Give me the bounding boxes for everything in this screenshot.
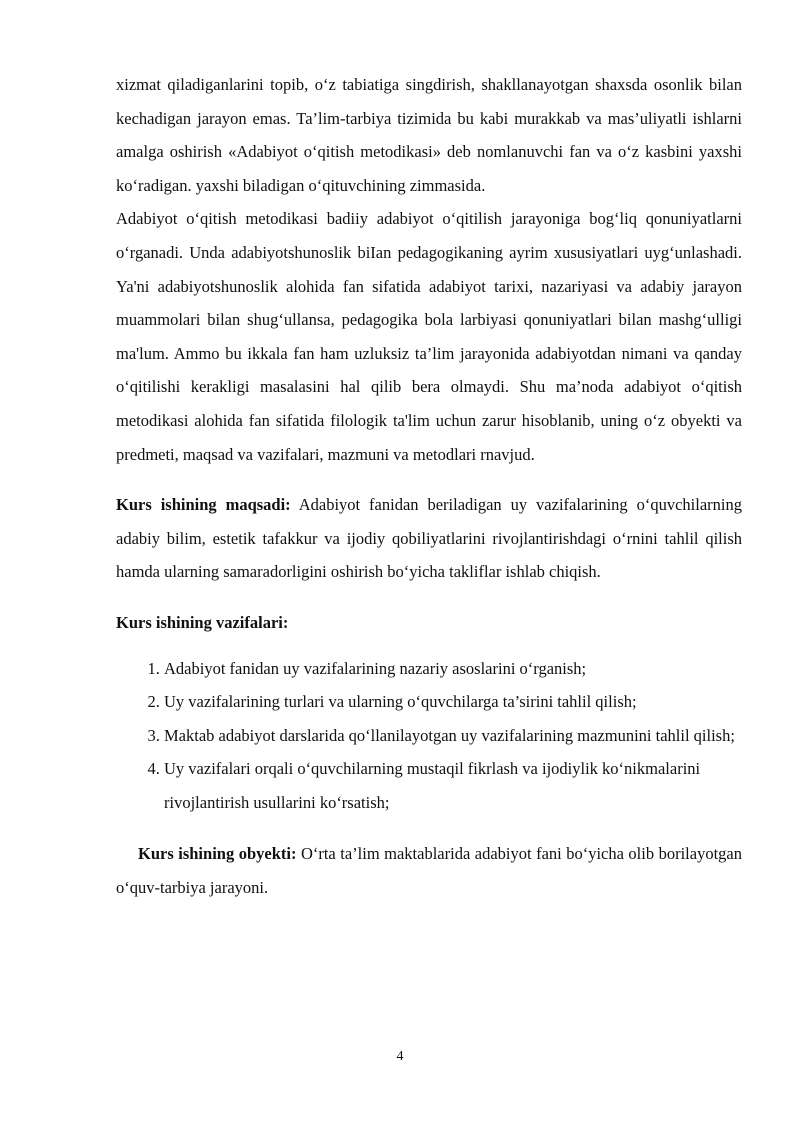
course-goal-label: Kurs ishining maqsadi: bbox=[116, 495, 291, 515]
page-number: 4 bbox=[396, 1049, 404, 1064]
course-goal-text: Adabiyot fanidan beriladigan uy vazifalarining o‘quvchilarning adabiy bilim, estetik tafakkur va ijodiy qobiliyatlarini rivojlantirishdagi o‘rnini tahlil qilish hamda ularning samaradorligini oshirish bo‘yicha takliflar ishlab chiqish. bbox=[116, 495, 743, 582]
list-item: 1. Adabiyot fanidan uy vazifalarining nazariy asoslarini o‘rganish; bbox=[164, 652, 742, 686]
course-object-label: Kurs ishining obyekti: bbox=[138, 844, 297, 864]
course-object-text: O‘rta ta’lim maktablarida adabiyot fani bo‘yicha olib borilayotgan o‘quv-tarbiya jarayoni. bbox=[116, 844, 742, 898]
list-item: 4. Uy vazifalari orqali o‘quvchilarning mustaqil fikrlash va ijodiylik ko‘nikmalarini rivojlantirish usullarini ko‘rsatish; bbox=[164, 752, 742, 819]
document-page bbox=[116, 68, 742, 905]
course-tasks-list bbox=[116, 652, 742, 820]
course-object bbox=[116, 837, 742, 904]
paragraph-methodology: Adabiyot o‘qitish metodikasi badiiy adabiyot o‘qitilish jarayoniga bog‘liq qonuniyatlarni o‘rganadi. Unda adabiyotshunoslik biIan pedagogikaning ayrim xususiyatlari uyg‘unlashadi. Ya'ni adabiyotshunoslik alohida fan sifatida adabiyot tarixi, nazariyasi va adabiy jarayon muammolari bilan shug‘ullansa, pedagogika bola larbiyasi qonuniyatlari bilan mashg‘ulligi ma'lum. Ammo bu ikkala fan ham uzluksiz ta’lim jarayonida adabiyotdan nimani va qanday o‘qitilishi kerakligi masalasini hal qilib bera olmaydi. Shu ma’noda adabiyot o‘qitish metodikasi alohida fan sifatida filologik ta'lim uchun zarur hisoblanib, uning o‘z obyekti va predmeti, maqsad va vazifalari, mazmuni va metodlari rnavjud. bbox=[116, 209, 742, 464]
list-item: 3. Maktab adabiyot darslarida qo‘llanilayotgan uy vazifalarining mazmunini tahlil qilish; bbox=[164, 719, 742, 753]
course-goal bbox=[116, 488, 742, 589]
paragraph-intro: xizmat qiladiganlarini topib, o‘z tabiatiga singdirish, shakllanayotgan shaxsda osonlik bilan kechadigan jarayon emas. Ta’lim-tarbiya tizimida bu kabi murakkab va mas’uliyatli ishlarni amalga oshirish «Adabiyot o‘qitish metodikasi» deb nomlanuvchi fan va o‘z kasbini yaxshi ko‘radigan. yaxshi biladigan o‘qituvchining zimmasida. bbox=[116, 75, 742, 195]
course-tasks-heading: Kurs ishining vazifalari: bbox=[116, 612, 289, 632]
list-item: 2. Uy vazifalarining turlari va ularning o‘quvchilarga ta’sirini tahlil qilish; bbox=[164, 685, 742, 719]
